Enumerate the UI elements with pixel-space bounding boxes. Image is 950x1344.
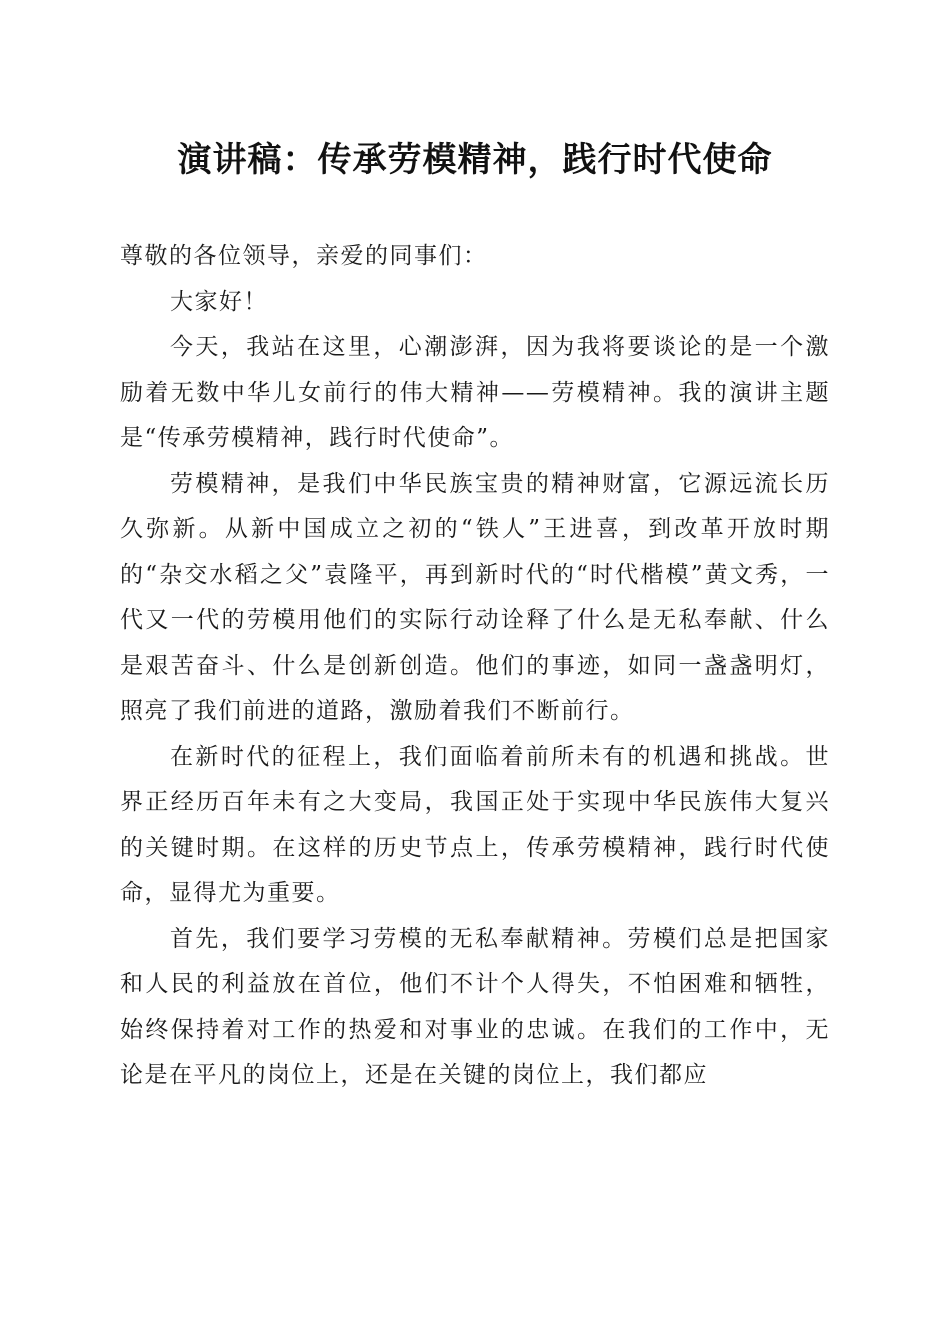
paragraph-new-era: 在新时代的征程上，我们面临着前所未有的机遇和挑战。世界正经历百年未有之大变局，我国正处于实现中华民族伟大复兴的关键时期。在这样的历史节点上，传承劳模精神，践行时代使命，显得尤为重要。 [120, 743, 830, 906]
document-title: 演讲稿：传承劳模精神，践行时代使命 [177, 140, 773, 180]
paragraph-intro: 今天，我站在这里，心潮澎湃，因为我将要谈论的是一个激励着无数中华儿女前行的伟大精神——劳模精神。我的演讲主题是“传承劳模精神，践行时代使命”。 [120, 334, 830, 451]
paragraph-dedication: 首先，我们要学习劳模的无私奉献精神。劳模们总是把国家和人民的利益放在首位，他们不计个人得失，不怕困难和牺牲，始终保持着对工作的热爱和对事业的忠诚。在我们的工作中，无论是在平凡的岗位上，还是在关键的岗位上，我们都应 [120, 925, 830, 1088]
paragraph-model-workers: 劳模精神，是我们中华民族宝贵的精神财富，它源远流长历久弥新。从新中国成立之初的“铁人”王进喜，到改革开放时期的“杂交水稻之父”袁隆平，再到新时代的“时代楷模”黄文秀，一代又一代的劳模用他们的实际行动诠释了什么是无私奉献、什么是艰苦奋斗、什么是创新创造。他们的事迹，如同一盏盏明灯，照亮了我们前进的道路，激励着我们不断前行。 [120, 470, 830, 724]
document-body [120, 234, 830, 1099]
salutation: 尊敬的各位领导，亲爱的同事们： [120, 243, 488, 269]
paragraph-greeting: 大家好！ [170, 288, 268, 315]
